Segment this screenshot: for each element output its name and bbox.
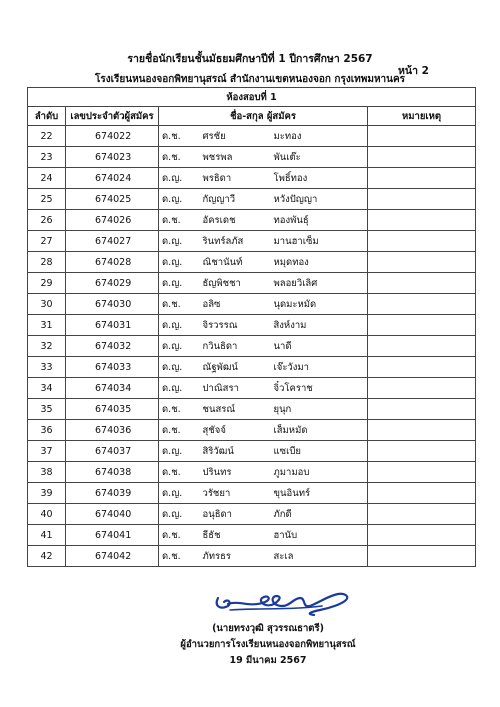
cell-applicant-id: 674030 — [66, 294, 159, 315]
cell-applicant-id: 674036 — [66, 420, 159, 441]
cell-first-name: จิรวรรณ — [194, 315, 266, 336]
cell-first-name: ธีธัช — [194, 525, 266, 546]
cell-prefix: ด.ช. — [159, 126, 194, 147]
cell-first-name: ภัทรธร — [194, 546, 266, 567]
cell-last-name: เส็มหมัด — [266, 420, 368, 441]
cell-applicant-id: 674024 — [66, 168, 159, 189]
cell-prefix: ด.ญ. — [159, 273, 194, 294]
cell-prefix: ด.ญ. — [159, 441, 194, 462]
column-header-name: ชื่อ-สกุล ผู้สมัคร — [159, 107, 368, 126]
cell-first-name: กัญญาวี — [194, 189, 266, 210]
table-row — [28, 525, 476, 546]
cell-applicant-id: 674026 — [66, 210, 159, 231]
cell-prefix: ด.ช. — [159, 525, 194, 546]
cell-first-name: ศรชัย — [194, 126, 266, 147]
cell-prefix: ด.ญ. — [159, 378, 194, 399]
table-row — [28, 399, 476, 420]
cell-last-name: พันเต๊ะ — [266, 147, 368, 168]
cell-no: 37 — [28, 441, 66, 462]
document-title: รายชื่อนักเรียนชั้นมัธยมศึกษาปีที่ 1 ปีการศึกษา 2567 — [127, 53, 373, 65]
cell-note — [368, 483, 476, 504]
cell-applicant-id: 674025 — [66, 189, 159, 210]
cell-last-name: ขุนอินทร์ — [266, 483, 368, 504]
cell-last-name: สิงห์งาม — [266, 315, 368, 336]
school-subtitle: โรงเรียนหนองจอกพิทยานุสรณ์ สำนักงานเขตหนองจอก กรุงเทพมหานคร — [94, 74, 406, 85]
cell-last-name: ภักดี — [266, 504, 368, 525]
cell-no: 33 — [28, 357, 66, 378]
cell-note — [368, 189, 476, 210]
cell-last-name: เจ๊ะวังมา — [266, 357, 368, 378]
cell-no: 41 — [28, 525, 66, 546]
cell-applicant-id: 674041 — [66, 525, 159, 546]
cell-last-name: แซเบีย — [266, 441, 368, 462]
cell-note — [368, 315, 476, 336]
cell-no: 26 — [28, 210, 66, 231]
cell-first-name: ณัฐพัฒน์ — [194, 357, 266, 378]
cell-applicant-id: 674031 — [66, 315, 159, 336]
cell-first-name: รินทร์ลภัส — [194, 231, 266, 252]
table-row — [28, 147, 476, 168]
cell-applicant-id: 674028 — [66, 252, 159, 273]
cell-prefix: ด.ญ. — [159, 504, 194, 525]
table-row — [28, 315, 476, 336]
cell-note — [368, 525, 476, 546]
cell-first-name: สิริวัฒน์ — [194, 441, 266, 462]
cell-note — [368, 378, 476, 399]
cell-last-name: ทองพันธุ์ — [266, 210, 368, 231]
table-row — [28, 231, 476, 252]
cell-note — [368, 504, 476, 525]
table-row — [28, 168, 476, 189]
cell-no: 32 — [28, 336, 66, 357]
cell-last-name: นุดมะหมัด — [266, 294, 368, 315]
table-row — [28, 336, 476, 357]
signature-stroke — [217, 594, 348, 615]
cell-note — [368, 420, 476, 441]
cell-no: 25 — [28, 189, 66, 210]
cell-no: 28 — [28, 252, 66, 273]
cell-first-name: วรัชยา — [194, 483, 266, 504]
table-row — [28, 126, 476, 147]
cell-prefix: ด.ญ. — [159, 252, 194, 273]
table-row — [28, 504, 476, 525]
cell-prefix: ด.ญ. — [159, 315, 194, 336]
cell-no: 42 — [28, 546, 66, 567]
cell-applicant-id: 674022 — [66, 126, 159, 147]
cell-applicant-id: 674023 — [66, 147, 159, 168]
cell-applicant-id: 674033 — [66, 357, 159, 378]
document-date: 19 มีนาคม 2567 — [229, 655, 307, 666]
cell-no: 31 — [28, 315, 66, 336]
column-header-note: หมายเหตุ — [368, 107, 476, 126]
cell-first-name: ธัญพิชชา — [194, 273, 266, 294]
cell-first-name: อนุธิดา — [194, 504, 266, 525]
cell-last-name: โพธิ์ทอง — [266, 168, 368, 189]
table-row — [28, 546, 476, 567]
cell-applicant-id: 674038 — [66, 462, 159, 483]
cell-prefix: ด.ช. — [159, 546, 194, 567]
cell-note — [368, 147, 476, 168]
cell-note — [368, 357, 476, 378]
table-row — [28, 357, 476, 378]
signatory-position: ผู้อำนวยการโรงเรียนหนองจอกพิทยานุสรณ์ — [180, 639, 356, 650]
cell-applicant-id: 674039 — [66, 483, 159, 504]
cell-prefix: ด.ญ. — [159, 189, 194, 210]
cell-note — [368, 441, 476, 462]
cell-note — [368, 546, 476, 567]
cell-last-name: ฮานับ — [266, 525, 368, 546]
cell-first-name: ณิชานันท์ — [194, 252, 266, 273]
cell-applicant-id: 674032 — [66, 336, 159, 357]
cell-first-name: ปาณิสรา — [194, 378, 266, 399]
page-number: หน้า 2 — [398, 65, 429, 77]
cell-note — [368, 294, 476, 315]
cell-prefix: ด.ญ. — [159, 336, 194, 357]
cell-no: 29 — [28, 273, 66, 294]
table-row — [28, 483, 476, 504]
cell-note — [368, 252, 476, 273]
cell-prefix: ด.ช. — [159, 294, 194, 315]
cell-prefix: ด.ช. — [159, 210, 194, 231]
table-row — [28, 189, 476, 210]
table-row — [28, 252, 476, 273]
cell-applicant-id: 674027 — [66, 231, 159, 252]
cell-no: 23 — [28, 147, 66, 168]
cell-note — [368, 399, 476, 420]
signature-image — [210, 588, 360, 616]
cell-applicant-id: 674035 — [66, 399, 159, 420]
cell-note — [368, 231, 476, 252]
table-row — [28, 420, 476, 441]
table-row — [28, 210, 476, 231]
cell-no: 39 — [28, 483, 66, 504]
cell-last-name: สะเล — [266, 546, 368, 567]
cell-prefix: ด.ช. — [159, 420, 194, 441]
cell-prefix: ด.ญ. — [159, 357, 194, 378]
cell-applicant-id: 674029 — [66, 273, 159, 294]
cell-first-name: พรธิดา — [194, 168, 266, 189]
cell-note — [368, 273, 476, 294]
cell-prefix: ด.ญ. — [159, 168, 194, 189]
table-body — [28, 126, 476, 567]
cell-first-name: อลิซ — [194, 294, 266, 315]
cell-note — [368, 462, 476, 483]
cell-no: 40 — [28, 504, 66, 525]
cell-applicant-id: 674040 — [66, 504, 159, 525]
cell-last-name: พลอยวิเลิศ — [266, 273, 368, 294]
exam-room-label: ห้องสอบที่ 1 — [28, 88, 476, 107]
cell-no: 34 — [28, 378, 66, 399]
signature-underline — [230, 606, 322, 610]
cell-applicant-id: 674037 — [66, 441, 159, 462]
cell-first-name: สุชัจจ์ — [194, 420, 266, 441]
cell-first-name: ชนสรณ์ — [194, 399, 266, 420]
cell-applicant-id: 674042 — [66, 546, 159, 567]
cell-last-name: หวังปัญญา — [266, 189, 368, 210]
cell-first-name: กวินธิดา — [194, 336, 266, 357]
cell-no: 36 — [28, 420, 66, 441]
cell-last-name: ยุนุก — [266, 399, 368, 420]
cell-no: 24 — [28, 168, 66, 189]
cell-prefix: ด.ช. — [159, 147, 194, 168]
cell-first-name: พชรพล — [194, 147, 266, 168]
cell-no: 27 — [28, 231, 66, 252]
cell-last-name: มะทอง — [266, 126, 368, 147]
cell-last-name: มานฮาเซ็ม — [266, 231, 368, 252]
table-row — [28, 441, 476, 462]
cell-last-name: หมุดทอง — [266, 252, 368, 273]
table-row — [28, 378, 476, 399]
cell-first-name: ปรินทร — [194, 462, 266, 483]
cell-applicant-id: 674034 — [66, 378, 159, 399]
cell-prefix: ด.ญ. — [159, 231, 194, 252]
cell-last-name: ภูมามอบ — [266, 462, 368, 483]
cell-note — [368, 336, 476, 357]
cell-note — [368, 168, 476, 189]
cell-no: 38 — [28, 462, 66, 483]
signatory-name: (นายทรงวุฒิ สุวรรณธาตรี) — [212, 623, 324, 634]
column-header-no: ลำดับ — [28, 107, 66, 126]
cell-last-name: นาดี — [266, 336, 368, 357]
table-row — [28, 294, 476, 315]
cell-no: 30 — [28, 294, 66, 315]
cell-prefix: ด.ญ. — [159, 483, 194, 504]
cell-note — [368, 126, 476, 147]
cell-note — [368, 210, 476, 231]
cell-last-name: จิ๋วโคราช — [266, 378, 368, 399]
cell-no: 22 — [28, 126, 66, 147]
table-row — [28, 462, 476, 483]
cell-first-name: อัครเดช — [194, 210, 266, 231]
table-row — [28, 273, 476, 294]
cell-no: 35 — [28, 399, 66, 420]
column-header-id: เลขประจำตัวผู้สมัคร — [66, 107, 159, 126]
cell-prefix: ด.ช. — [159, 462, 194, 483]
student-list-table — [27, 87, 476, 567]
cell-prefix: ด.ช. — [159, 399, 194, 420]
